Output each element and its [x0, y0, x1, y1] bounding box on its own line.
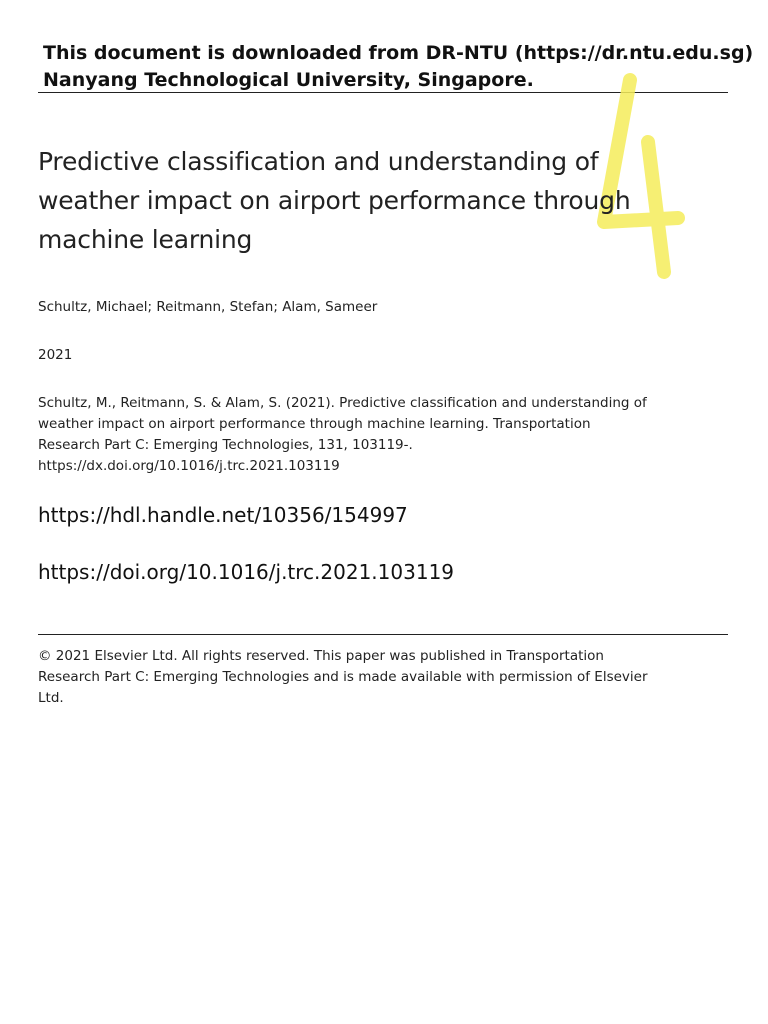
copyright-notice — [38, 646, 658, 709]
citation-line: weather impact on airport performance through machine learning. Transportation — [38, 416, 591, 432]
download-notice — [43, 40, 754, 94]
citation-doi-link[interactable]: https://dx.doi.org/10.1016/j.trc.2021.103119 — [38, 458, 340, 474]
copyright-divider — [38, 634, 728, 635]
paper-title-line: weather impact on airport performance through — [38, 186, 631, 215]
paper-title-line: Predictive classification and understanding of — [38, 147, 599, 176]
citation-line: Schultz, M., Reitmann, S. & Alam, S. (2021). Predictive classification and understanding of — [38, 395, 647, 411]
publication-year: 2021 — [38, 347, 73, 363]
download-notice-source: This document is downloaded from DR‑NTU (https://dr.ntu.edu.sg) — [43, 42, 754, 64]
copyright-line: © 2021 Elsevier Ltd. All rights reserved. This paper was published in Transportation — [38, 648, 604, 664]
copyright-line: Ltd. — [38, 690, 64, 706]
header-divider — [38, 92, 728, 93]
doi-link[interactable]: https://doi.org/10.1016/j.trc.2021.103119 — [38, 560, 455, 584]
handle-link[interactable]: https://hdl.handle.net/10356/154997 — [38, 503, 408, 527]
paper-authors: Schultz, Michael; Reitmann, Stefan; Alam, Sameer — [38, 299, 378, 315]
copyright-line: Research Part C: Emerging Technologies and is made available with permission of Elsevier — [38, 669, 648, 685]
citation-line: Research Part C: Emerging Technologies, 131, 103119‑. — [38, 437, 413, 453]
paper-title-line: machine learning — [38, 225, 253, 254]
paper-title — [38, 142, 638, 259]
citation-text — [38, 393, 658, 477]
download-notice-university: Nanyang Technological University, Singapore. — [43, 69, 534, 91]
